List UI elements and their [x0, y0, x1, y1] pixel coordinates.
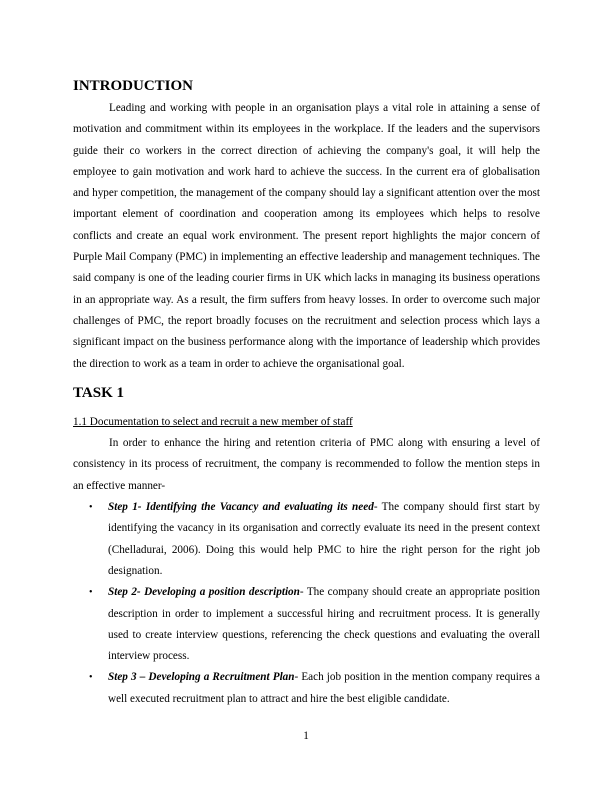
list-item: [73, 497, 540, 582]
document-page: [73, 76, 540, 710]
step-text: - The company should create an appropriate position description in order to implement a successful hiring and recruitment process. It is generally used to create interview questions, referencing the check questions and evaluating the overall interview process.: [108, 586, 540, 663]
task-1-heading: TASK 1: [73, 384, 124, 401]
list-item: [73, 582, 540, 667]
steps-list: [73, 497, 540, 710]
page-number: 1: [303, 730, 309, 742]
list-item: [73, 667, 540, 710]
introduction-paragraph: Leading and working with people in an organisation plays a vital role in attaining a sense of motivation and commitment within its employees in the workplace. If the leaders and the supervisors guide their co workers in the correct direction of achieving the company's goal, it will help the employee to gain motivation and work hard to achieve the success. In the current era of globalisation and hyper competition, the management of the company should lay a significant attention over the most important element of coordination and cooperation among its employees which helps to resolve conflicts and create an equal work environment. The present report highlights the major concern of Purple Mail Company (PMC) in implementing an effective leadership and management techniques. The said company is one of the leading courier firms in UK which lacks in managing its business operations in an appropriate way. As a result, the firm suffers from heavy losses. In order to overcome such major challenges of PMC, the report broadly focuses on the recruitment and selection process which lays a significant impact on the business performance along with the importance of leadership which provides the direction to work as a team in order to achieve the organisational goal.: [73, 102, 540, 370]
step-lead: Step 1- Identifying the Vacancy and evaluating its need: [108, 501, 374, 514]
bullet-icon: •: [89, 587, 93, 599]
step-text: - The company should first start by identifying the vacancy in its organisation and correctly evaluate its need in the present context (Chelladurai, 2006). Doing this would help PMC to hire the right person for the right job designation.: [108, 501, 540, 577]
introduction-heading: INTRODUCTION: [73, 78, 194, 94]
bullet-icon: •: [89, 672, 93, 684]
section-1-1-subheading: 1.1 Documentation to select and recruit a new member of staff: [73, 415, 353, 428]
step-text: - Each job position in the mention company requires a well executed recruitment plan to attract and hire the best eligible candidate.: [108, 671, 540, 705]
bullet-icon: •: [89, 502, 93, 514]
step-lead: Step 3 – Developing a Recruitment Plan: [108, 671, 295, 684]
task-1-paragraph: In order to enhance the hiring and retention criteria of PMC along with ensuring a level of consistency in its process of recruitment, the company is recommended to follow the mention steps in an effective manner-: [73, 437, 540, 492]
step-lead: Step 2- Developing a position description: [108, 586, 300, 599]
